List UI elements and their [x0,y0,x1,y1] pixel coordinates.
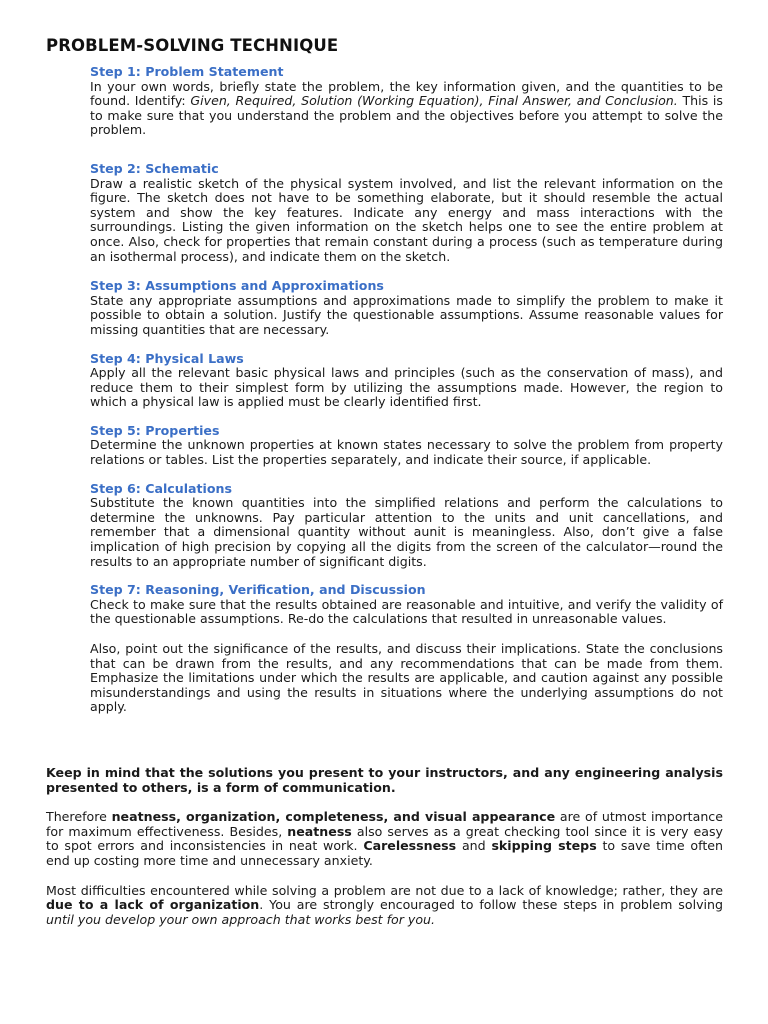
step-heading: Step 4: Physical Laws [90,350,244,366]
step-body: In your own words, briefly state the problem, the key information given, and the quantities to be found. Identify: Given, Required, Solution (Working Equation), Final Answer, and Conclusion. This is to make sure that you understand the problem and the objectives before you attempt to solve the problem. [90,78,723,138]
step-body: Determine the unknown properties at known states necessary to solve the problem from property relations or tables. List the properties separately, and indicate their source, if applicable. [90,437,723,468]
step-2 [90,162,723,264]
communication-note: Keep in mind that the solutions you present to your instructors, and any engineering analysis presented to others, is a form of communication. [46,765,723,795]
step-heading: Step 5: Properties [90,422,220,438]
step-5 [90,424,723,468]
neatness-note: Therefore neatness, organization, completeness, and visual appearance are of utmost importance for maximum effectiveness. Besides, neatness also serves as a great checking tool since it is very easy to spot errors and inconsistencies in neat work. Carelessness and skipping steps to save time often end up costing more time and unnecessary anxiety. [46,809,724,868]
step-3 [90,279,723,337]
step-body-continued: Also, point out the significance of the results, and discuss their implications. State the conclusions that can be drawn from the results, and any recommendations that can be made from them. Emphasize the limitations under which the results are applicable, and caution against any possible misunderstandings and using the results in situations where the underlying assumptions do not apply. [90,641,723,715]
step-body: State any appropriate assumptions and approximations made to simplify the problem to make it possible to obtain a solution. Justify the questionable assumptions. Assume reasonable values for missing quantities that are necessary. [90,292,723,337]
steps-list [90,65,723,715]
step-6 [90,482,723,570]
step-body: Substitute the known quantities into the simplified relations and perform the calculations to determine the unknowns. Pay particular attention to the units and unit cancellations, and remember that a dimensional quantity without aunit is meaningless. Also, don’t give a false implication of high precision by copying all the digits from the screen of the calculator—round the results to an appropriate number of significant digits. [90,495,723,569]
step-heading: Step 1: Problem Statement [90,64,284,79]
step-heading: Step 2: Schematic [90,160,219,176]
step-heading: Step 3: Assumptions and Approximations [90,278,384,294]
step-7 [90,583,723,715]
step-1 [90,65,723,138]
step-heading: Step 7: Reasoning, Verification, and Discussion [90,582,426,598]
step-body: Check to make sure that the results obtained are reasonable and intuitive, and verify the validity of the questionable assumptions. Re-do the calculations that resulted in unreasonable values. [90,596,723,627]
page-title: PROBLEM-SOLVING TECHNIQUE [46,36,339,55]
step-body: Apply all the relevant basic physical laws and principles (such as the conservation of mass), and reduce them to their simplest form by utilizing the assumptions made. However, the region to which a physical law is applied must be clearly identified first. [90,365,723,410]
closing-notes [46,766,723,927]
step-body: Draw a realistic sketch of the physical system involved, and list the relevant information on the figure. The sketch does not have to be something elaborate, but it should resemble the actual system and show the key features. Indicate any energy and mass interactions with the surroundings. Listing the given information on the sketch helps one to see the entire problem at once. Also, check for properties that remain constant during a process (such as temperature during an isothermal process), and indicate them on the sketch. [90,175,723,264]
organization-note: Most difficulties encountered while solving a problem are not due to a lack of knowledge; rather, they are due to a lack of organization. You are strongly encouraged to follow these steps in problem solving until you develop your own approach that works best for you. [46,882,723,927]
step-heading: Step 6: Calculations [90,480,232,496]
step-4 [90,352,723,410]
